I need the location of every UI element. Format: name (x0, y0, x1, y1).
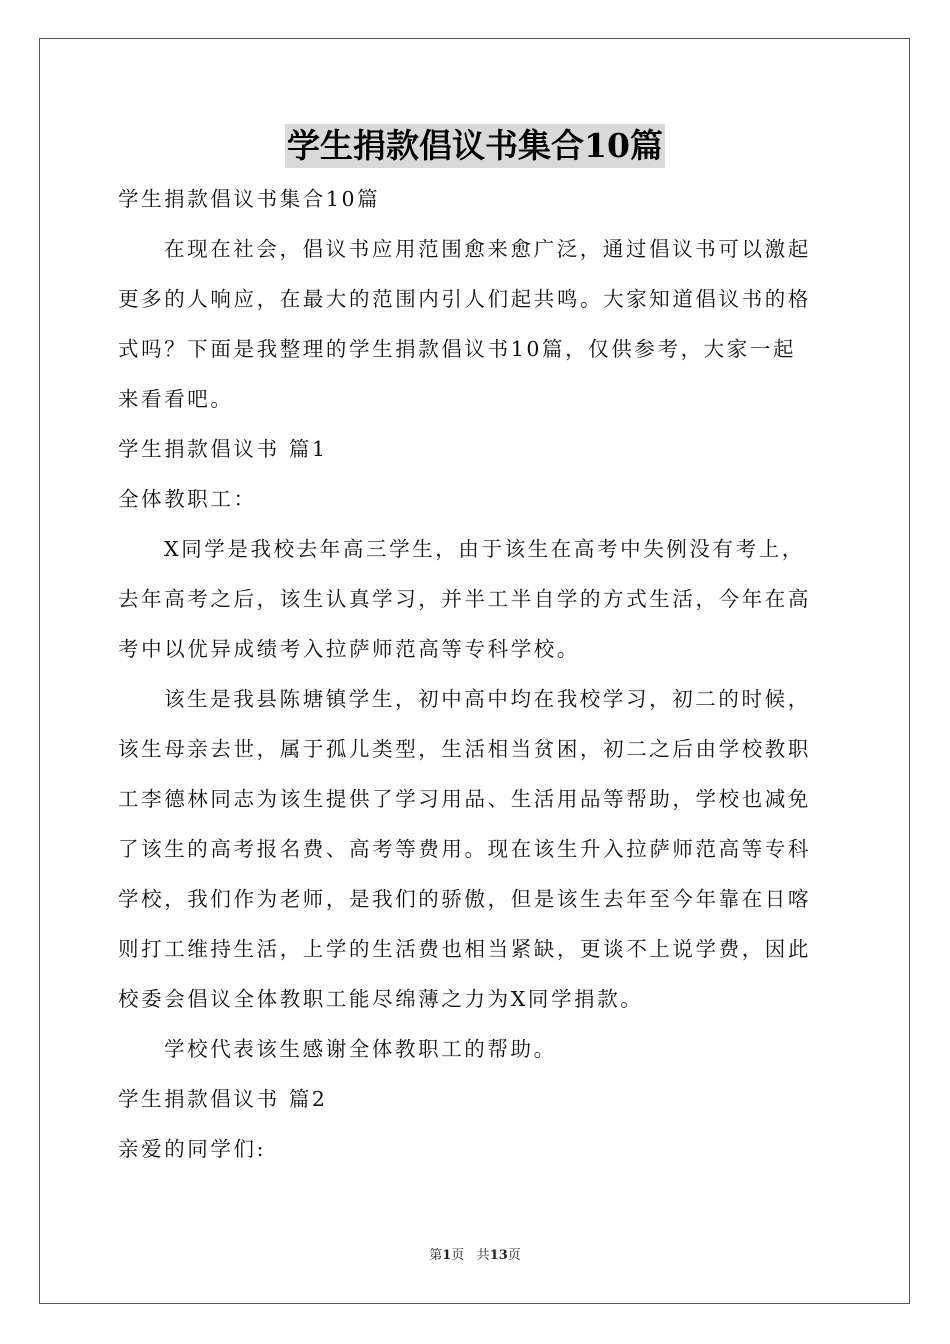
paragraph-line: 工李德林同志为该生提供了学习用品、生活用品等帮助，学校也减免 (118, 787, 811, 811)
paragraph-line: 该生是我县陈塘镇学生，初中高中均在我校学习，初二的时候， (164, 687, 811, 711)
paragraph-line: 该生母亲去世，属于孤儿类型，生活相当贫困，初二之后由学校教职 (118, 737, 811, 761)
subtitle-line: 学生捐款倡议书集合10篇 (118, 187, 381, 211)
paragraph-line: 学校，我们作为老师，是我们的骄傲，但是该生去年至今年靠在日喀 (118, 887, 811, 911)
document-title: 学生捐款倡议书集合10篇 (285, 124, 665, 168)
page-number: 1 (442, 1248, 452, 1263)
page-suffix: 页 (451, 1248, 465, 1263)
paragraph-line: 去年高考之后，该生认真学习，并半工半自学的方式生活，今年在高 (118, 587, 811, 611)
paragraph-line: 考中以优异成绩考入拉萨师范高等专科学校。 (118, 637, 580, 661)
section-heading-2: 学生捐款倡议书 篇2 (118, 1087, 328, 1111)
section-heading-1: 学生捐款倡议书 篇1 (118, 437, 328, 461)
title-container (0, 124, 950, 168)
salutation-line: 全体教职工： (118, 487, 257, 511)
document-body (118, 174, 838, 1174)
total-prefix: 共 (476, 1248, 490, 1263)
paragraph-line: 则打工维持生活，上学的生活费也相当紧缺，更谈不上说学费，因此 (118, 937, 811, 961)
paragraph-line: 了该生的高考报名费、高考等费用。现在该生升入拉萨师范高等专科 (118, 837, 811, 861)
paragraph-line: 校委会倡议全体教职工能尽绵薄之力为X同学捐款。 (118, 987, 644, 1011)
total-pages: 13 (489, 1248, 508, 1263)
page-prefix: 第 (429, 1248, 443, 1263)
paragraph-line: X同学是我校去年高三学生，由于该生在高考中失例没有考上， (164, 537, 805, 561)
paragraph-line: 来看看吧。 (118, 387, 234, 411)
paragraph-line: 式吗？下面是我整理的学生捐款倡议书10篇，仅供参考，大家一起 (118, 337, 797, 361)
paragraph-line: 学校代表该生感谢全体教职工的帮助。 (164, 1037, 557, 1061)
paragraph-line: 更多的人响应，在最大的范围内引人们起共鸣。大家知道倡议书的格 (118, 287, 811, 311)
paragraph-line: 在现在社会，倡议书应用范围愈来愈广泛，通过倡议书可以激起 (164, 237, 811, 261)
salutation-line: 亲爱的同学们: (118, 1137, 267, 1161)
total-suffix: 页 (507, 1248, 521, 1263)
page-footer (0, 1246, 950, 1266)
